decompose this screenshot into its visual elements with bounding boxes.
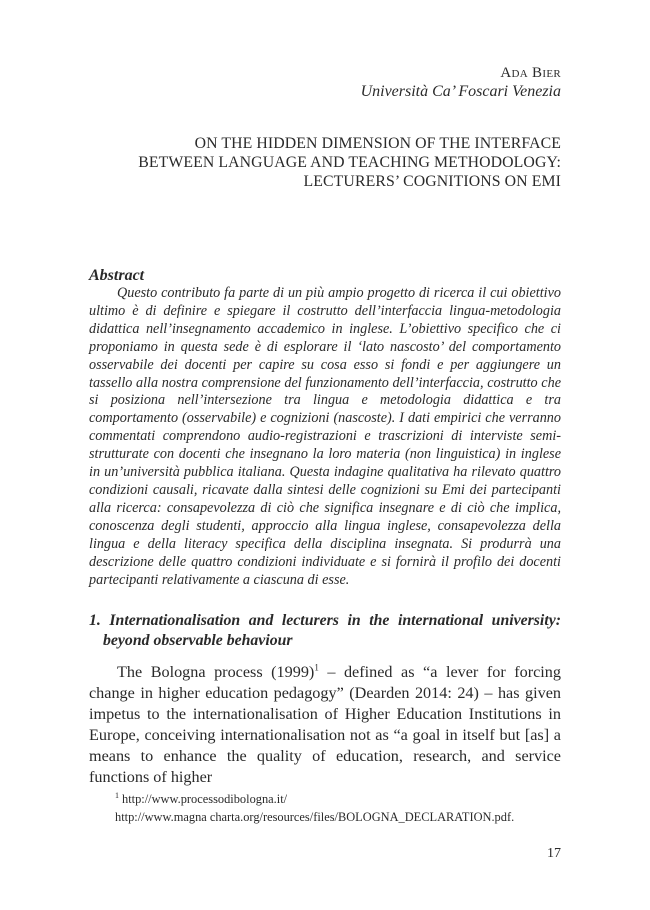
- abstract-heading: Abstract: [89, 267, 145, 284]
- abstract-section: [89, 267, 561, 589]
- footnote-item: [115, 790, 575, 808]
- section-body-paragraph: [89, 662, 561, 788]
- footnote-link-1[interactable]: http://www.processodibologna.it/: [122, 792, 288, 806]
- article-title: [41, 134, 561, 191]
- footnote-reference[interactable]: 1: [314, 662, 319, 673]
- footnotes: [115, 790, 575, 826]
- footnote-link-2[interactable]: http://www.magna charta.org/resources/files/BOLOGNA_DECLARATION.pdf.: [115, 810, 515, 824]
- page-number: 17: [547, 846, 561, 861]
- title-line: ON THE HIDDEN DIMENSION OF THE INTERFACE: [194, 135, 561, 152]
- title-line: LECTURERS’ COGNITIONS ON EMI: [303, 173, 561, 190]
- author-name: Ada Bier: [500, 65, 561, 81]
- author-affiliation: Università Ca’ Foscari Venezia: [360, 83, 561, 100]
- footnote-mark: 1: [115, 790, 119, 800]
- abstract-body: Questo contributo fa parte di un più ampio progetto di ricerca il cui obiettivo ultimo è di definire e spiegare il costrutto dell’interfaccia lingua-metodologia didattica nell’insegnamento accademico in inglese. L’obiettivo specifico che ci proponiamo in questa sede è di esplorare il ‘lato nascosto’ del comportamento osservabile dei docenti per capire su cosa esso si fondi e per aggiungere un tassello alla nostra comprensione del funzionamento dell’interfaccia, costrutto che si posiziona nell’intersezione tra lingua e metodologia didattica e tra comportamento (osservabile) e cognizioni (nascoste). I dati empirici che verranno commentati comprendono audio-registrazioni e trascrizioni di interviste semi-strutturate con docenti che insegnano la loro materia (non linguistica) in inglese in un’università pubblica italiana. Questa indagine qualitativa ha rilevato quattro condizioni causali, ricavate dalla sintesi delle cognizioni su Emi dei partecipanti alla ricerca: consapevolezza di ciò che significa insegnare e di ciò che implica, conoscenza degli studenti, approccio alla lingua inglese, consapevolezza della lingua e della literacy specifica della disciplina insegnata. Si produrrà una descrizione delle quattro condizioni individuate e si fornirà il profilo dei docenti partecipanti relativamente a ciascuna di esse.: [89, 285, 561, 588]
- author-block: [361, 64, 561, 102]
- section-heading: 1. Internationalisation and lecturers in the international university: beyond observable behaviour: [89, 612, 561, 649]
- section-1: [89, 611, 561, 788]
- paragraph-text-start: The Bologna process (1999): [117, 663, 315, 681]
- title-line: BETWEEN LANGUAGE AND TEACHING METHODOLOGY:: [138, 154, 561, 171]
- paragraph-text-rest: – defined as “a lever for forcing change in higher education pedagogy” (Dearden 2014: 24) – has given impetus to the internationalisation of Higher Education Institutions in Europe, conceiving internationalisation not as “a goal in itself but [as] a means to enhance the quality of education, research, and service functions of higher: [89, 663, 561, 786]
